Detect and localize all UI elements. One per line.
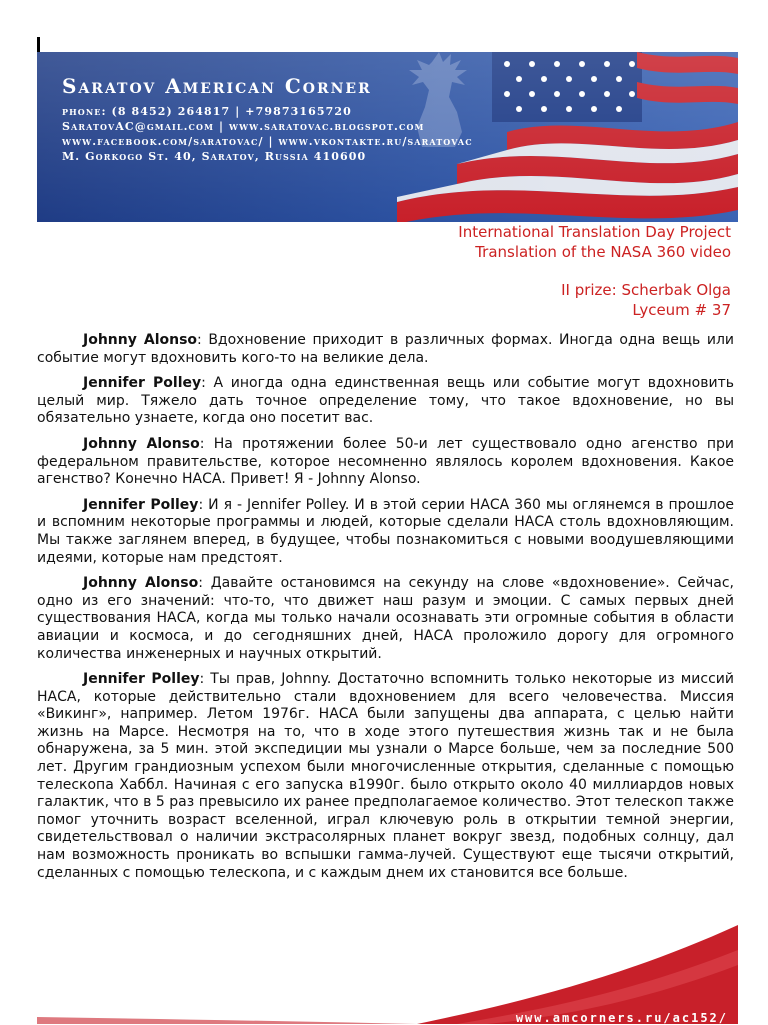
banner-email-blog: SaratovAC@gmail.com | www.saratovac.blogspot.com bbox=[62, 120, 425, 133]
speaker-name: Jennifer Polley bbox=[83, 375, 202, 392]
banner-social: www.facebook.com/saratovac/ | www.vkontakte.ru/saratovac bbox=[62, 135, 473, 148]
transcript-paragraph bbox=[37, 436, 734, 489]
speaker-name: Jennifer Polley bbox=[83, 671, 200, 688]
speaker-name: Johnny Alonso bbox=[83, 435, 200, 452]
transcript-paragraph bbox=[37, 497, 734, 567]
transcript-paragraph bbox=[37, 375, 734, 428]
speaker-name: Jennifer Polley bbox=[83, 496, 199, 513]
paragraph-text: : Вдохновение приходит в различных формах. Иногда одна вещь или событие могут вдохновить кого-то на великие дела. bbox=[37, 332, 734, 366]
speaker-name: Johnny Alonso bbox=[83, 575, 199, 592]
footer-url[interactable]: www.amcorners.ru/ac152/ bbox=[515, 1011, 728, 1025]
letterhead-banner bbox=[37, 52, 738, 222]
paragraph-text: : И я - Jennifer Polley. И в этой серии НАСА 360 мы оглянемся в прошлое и вспомним некоторые программы и людей, которые сделали НАСА столь вдохновляющим. Мы также заглянем вперед, в будущее, чтобы познакомиться с новыми воодушевляющими идеями, которые нам предстоят. bbox=[37, 496, 734, 566]
transcript-paragraph bbox=[37, 332, 734, 367]
paragraph-text: : Ты прав, Johnny. Достаточно вспомнить только некоторые из миссий НАСА, которые действительно стали вдохновением для всего человечества. Миссия «Викинг», например. Летом 1976г. НАСА были запущены два аппарата, с целью найти жизнь на Марсе. Несмотря на то, что в ходе этого путешествия жизнь так и не была обнаружена, за 5 мин. этой экспедиции мы узнали о Марсе больше, чем за последние 500 лет. Другим грандиозным успехом были многочисленные открытия, сделанные с помощью телескопа Хаббл. Начиная с его запуска в1990г. было открыто около 40 миллиардов новых галактик, что в 5 раз превысило их ранее предполагаемое количество. Этот телескоп также помог уточнить возраст вселенной, играл ключевую роль в открытии темной энергии, свидетельствовал о наличии экстрасолярных планет вокруг звезд, подобных солнцу, дал нам возможность проникать во вспышки гамма-лучей. Существуют еще тысячи открытий, сделанных с помощью телескопа, и с каждым днем их становится все больше. bbox=[37, 671, 734, 881]
transcript-paragraph bbox=[37, 575, 734, 663]
school-line: Lyceum # 37 bbox=[632, 301, 731, 319]
banner-phone: phone: (8 8452) 264817 | +79873165720 bbox=[62, 105, 352, 118]
project-title: International Translation Day Project bbox=[458, 223, 731, 241]
transcript-paragraph bbox=[37, 671, 734, 882]
paragraph-text: : На протяжении более 50-и лет существовало одно агенство при федеральном правительстве, которое несомненно являлось королем вдохновения. Какое агенство? Конечно НАСА. Привет! Я - Johnny Alonso. bbox=[37, 435, 734, 488]
paragraph-text: : Давайте остановимся на секунду на слове «вдохновение». Сейчас, одно из его значений: что-то, что движет наш разум и эмоции. С самых первых дней существования НАСА, когда мы только начали осознавать эти огромные события в области авиации и космоса, и до сегодняшних дней, НАСА проложило дорогу для огромного количества инженерных и научных открытий. bbox=[37, 575, 734, 662]
project-subtitle: Translation of the NASA 360 video bbox=[475, 243, 731, 261]
footer-flag-swoosh bbox=[37, 905, 738, 1024]
banner-title: Saratov American Corner bbox=[62, 74, 372, 98]
speaker-name: Johnny Alonso bbox=[83, 332, 198, 348]
prize-line: II prize: Scherbak Olga bbox=[561, 281, 731, 299]
transcript-body bbox=[37, 332, 734, 890]
paragraph-text: : А иногда одна единственная вещь или событие могут вдохновить целый мир. Тяжело дать точное определение тому, что такое вдохновение, но вы обязательно узнаете, когда оно посетит вас. bbox=[37, 375, 734, 427]
project-header bbox=[458, 222, 731, 320]
banner-address: M. Gorkogo St. 40, Saratov, Russia 410600 bbox=[62, 150, 367, 163]
